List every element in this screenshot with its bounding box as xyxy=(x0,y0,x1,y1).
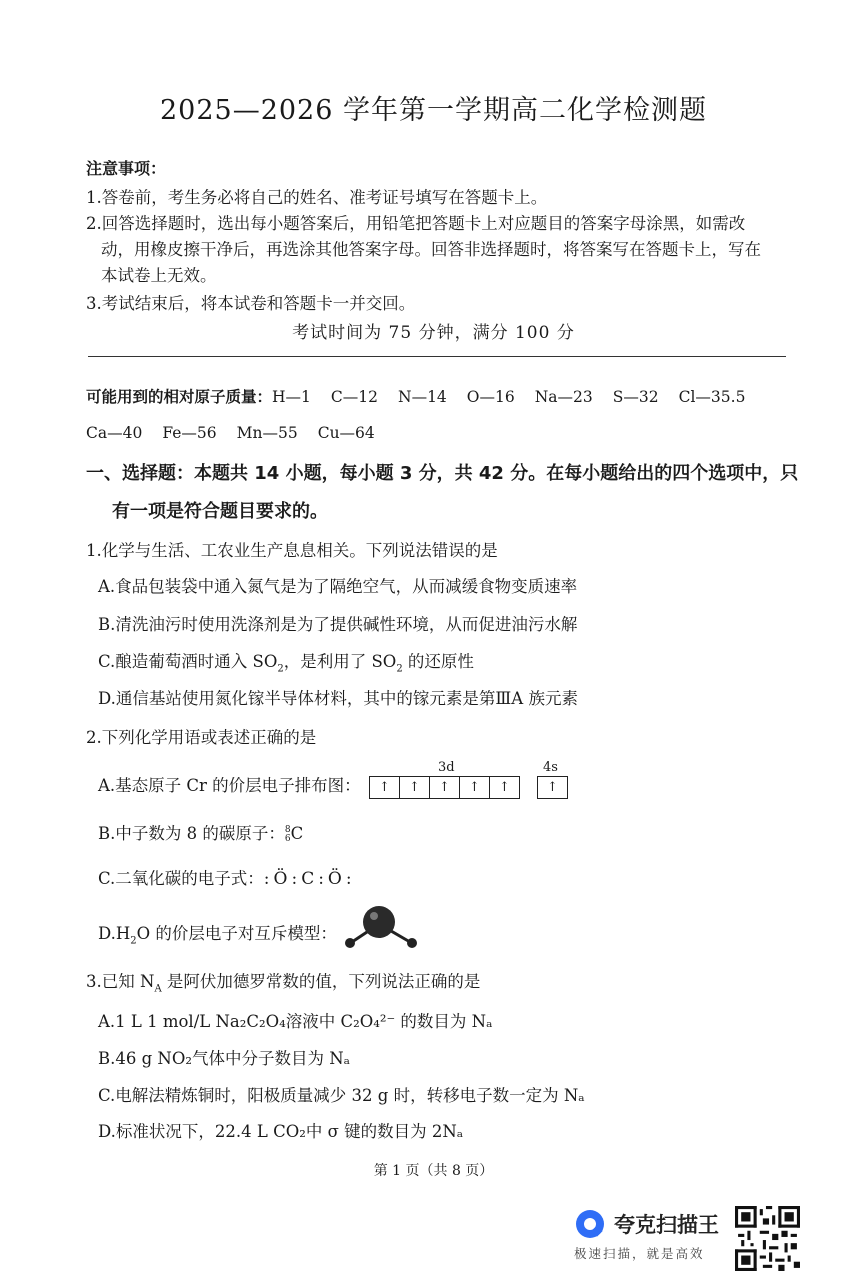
mass-na: Na—23 xyxy=(534,388,593,406)
up-arrow-icon: ↑ xyxy=(400,777,430,798)
divider xyxy=(88,356,786,357)
q3-option-d: D.标准状况下，22.4 L CO₂中 σ 键的数目为 2Nₐ xyxy=(98,1122,464,1141)
q3-stem: 3.已知 $N_A$ 是阿伏加德罗常数的值，下列说法正确的是 xyxy=(86,972,481,995)
mass-o: O—16 xyxy=(466,388,515,406)
isotope-number: 6 xyxy=(284,833,291,844)
section1-line1: 一、选择题：本题共 14 小题，每小题 3 分，共 42 分。在每小题给出的四个选项中，只 xyxy=(86,463,799,484)
brand-slogan: 极速扫描，就是高效 xyxy=(574,1246,705,1261)
mass-s: S—32 xyxy=(612,388,659,406)
orbital-diagram-3d xyxy=(369,776,520,799)
mass-h: H—1 xyxy=(272,388,311,406)
up-arrow-icon: ↑ xyxy=(460,777,490,798)
orbital-label-3d: 3d xyxy=(438,760,455,775)
orbital-diagram-4s xyxy=(537,776,568,799)
atomic-masses-row1 xyxy=(86,385,765,407)
q2-stem: 2.下列化学用语或表述正确的是 xyxy=(86,728,317,747)
scanner-logo-icon xyxy=(574,1208,606,1240)
mass-cu: Cu—64 xyxy=(317,424,375,442)
co2-electron-formula: :Ö:C:Ö: xyxy=(263,869,356,889)
mass-n: N—14 xyxy=(398,388,447,406)
q2-option-d: $D.H_2O$ 的价层电子对互斥模型： xyxy=(98,924,337,947)
page-footer: 第 1 页（共 8 页） xyxy=(373,1163,494,1179)
q1-option-d: D.通信基站使用氮化镓半导体材料，其中的镓元素是第ⅢA 族元素 xyxy=(98,689,578,708)
atomic-masses-row2 xyxy=(86,424,395,442)
mass-fe: Fe—56 xyxy=(162,424,217,442)
up-arrow-icon: ↑ xyxy=(430,777,460,798)
orbital-label-4s: 4s xyxy=(543,760,558,775)
isotope-mass: 8 xyxy=(284,824,291,835)
q3-option-a: A.1 L 1 mol/L Na₂C₂O₄溶液中 C₂O₄²⁻ 的数目为 Nₐ xyxy=(98,1012,493,1031)
mass-mn: Mn—55 xyxy=(236,424,298,442)
mass-c: C—12 xyxy=(330,388,378,406)
note-3: 3.考试结束后，将本试卷和答题卡一并交回。 xyxy=(86,294,416,313)
note-2a: 2.回答选择题时，选出每小题答案后，用铅笔把答题卡上对应题目的答案字母涂黑，如需改 xyxy=(86,214,746,233)
q2-option-a: A.基态原子 Cr 的价层电子排布图： xyxy=(98,776,361,795)
q1-option-b: B.清洗油污时使用洗涤剂是为了提供碱性环境，从而促进油污水解 xyxy=(98,615,578,634)
note-1: 1.答卷前，考生务必将自己的姓名、准考证号填写在答题卡上。 xyxy=(86,188,548,207)
scanner-watermark xyxy=(574,1208,719,1262)
vsepr-model-icon xyxy=(338,902,424,952)
up-arrow-icon: ↑ xyxy=(499,780,510,795)
notes-heading: 注意事项： xyxy=(86,159,167,178)
brand-name: 夸克扫描王 xyxy=(614,1213,719,1237)
exam-time: 考试时间为 75 分钟，满分 100 分 xyxy=(292,323,575,343)
q2-option-c: C.二氧化碳的电子式：:Ö:C:Ö: xyxy=(98,869,356,889)
q2-option-b: B.中子数为 8 的碳原子： 8 6 C xyxy=(98,824,304,844)
note-2b: 动，用橡皮擦干净后，再选涂其他答案字母。回答非选择题时，将答案写在答题卡上，写在 xyxy=(101,240,761,259)
qr-code-icon xyxy=(735,1206,800,1271)
note-2c: 本试卷上无效。 xyxy=(101,266,217,285)
q3-option-b: B.46 g NO₂气体中分子数目为 Nₐ xyxy=(98,1049,351,1068)
page-title: 2025—2026 学年第一学期高二化学检测题 xyxy=(159,95,707,126)
q1-option-c: C.酿造葡萄酒时通入 $SO_2$，是利用了 $SO_2$ 的还原性 xyxy=(98,652,474,675)
q1-stem: 1.化学与生活、工农业生产息息相关。下列说法错误的是 xyxy=(86,541,498,560)
up-arrow-icon: ↑ xyxy=(370,777,400,798)
q1-option-a: A.食品包装袋中通入氮气是为了隔绝空气，从而减缓食物变质速率 xyxy=(98,577,578,596)
mass-cl: Cl—35.5 xyxy=(678,388,746,406)
mass-ca: Ca—40 xyxy=(86,424,143,442)
q3-option-c: C.电解法精炼铜时，阳极质量减少 32 g 时，转移电子数一定为 Nₐ xyxy=(98,1086,585,1105)
section1-line2: 有一项是符合题目要求的。 xyxy=(112,501,328,522)
up-arrow-icon: ↑ xyxy=(547,780,558,795)
isotope-symbol: C xyxy=(290,824,304,843)
atomic-masses-label: 可能用到的相对原子质量： xyxy=(86,388,273,406)
